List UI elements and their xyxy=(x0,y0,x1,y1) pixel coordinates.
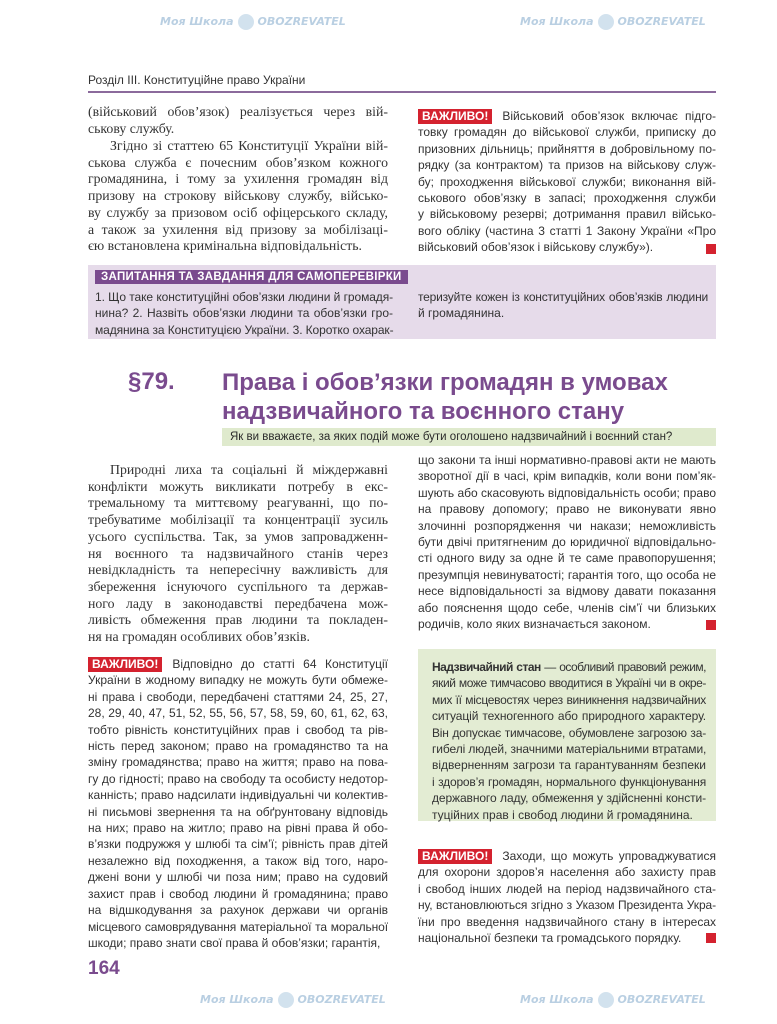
text-line: незалежно від походження, а також від того, наро- xyxy=(88,853,388,868)
definition-box xyxy=(418,649,716,821)
text-line: зміну громадянства; право на життя; право на пова- xyxy=(88,755,388,770)
end-mark-icon xyxy=(706,620,716,630)
section-title-line: Права і обов’язки громадян в умовах xyxy=(222,369,668,396)
text-line: нина? 2. Назвіть обов’язки людини та обов’язки гро- xyxy=(95,306,393,321)
definition-line: Надзвичайний стан — особливий правовий режим, xyxy=(432,660,706,674)
text-line: ву службу за призовом осіб офіцерського складу, xyxy=(88,204,388,220)
text-line: презумпція невинуватості; гарантія того, що особа не xyxy=(418,567,716,582)
text-line: на них; право на житло; право на рівні права й обо- xyxy=(88,821,388,836)
definition-line: мих її місцевостях через виникнення надзвичайних xyxy=(432,692,706,707)
end-mark-icon xyxy=(706,933,716,943)
text-line: (військовий обов’язок) реалізується через вій- xyxy=(88,104,388,119)
text-line: 28, 29, 40, 47, 51, 52, 55, 56, 57, 58, 59, 60, 61, 62, 63, xyxy=(88,706,388,721)
text-line-content: Військовий обов’язок включає підго- xyxy=(502,109,716,123)
text-line: громадянина, і тому за ухилення громадян від xyxy=(88,171,388,187)
text-line: гу до гідності; право на свободу та особисту недотор- xyxy=(88,771,388,786)
text-line: або пояснення щодо себе, членів сім’ї чи близьких xyxy=(418,600,716,615)
watermark xyxy=(160,14,346,30)
definition-line: гибелі людей, значними матеріальними втратами, xyxy=(432,742,707,757)
text-line: й громадянина. xyxy=(418,306,505,321)
text-line: сті одного виду за одне й те саме правопорушення; xyxy=(418,551,716,566)
text-line xyxy=(88,656,388,672)
watermark xyxy=(520,14,706,30)
important-badge: ВАЖЛИВО! xyxy=(88,657,162,672)
text-line: мадянина за Конституцією України. 3. Коротко охарак- xyxy=(95,322,394,337)
text-line: місцевого самоврядування матеріальної та моральної xyxy=(88,919,388,934)
important-note-emergency-measures xyxy=(418,848,716,946)
text-line: ні права і свободи, передбачені статтями 24, 25, 27, xyxy=(88,689,388,704)
text-line: єю встановлена кримінальна відповідальність. xyxy=(88,238,362,254)
definition-line: Він допускає тимчасове, обумовлене загрозою за- xyxy=(432,725,706,740)
definition-line: і здоров’я громадян, нормального функціонування xyxy=(432,774,706,789)
text-line: і свобод інших людей на період надзвичайного ста- xyxy=(418,881,716,896)
section-title-line: надзвичайного та воєнного стану xyxy=(222,398,625,425)
definition-line: який може тимчасово вводитися в Україні чи в окре- xyxy=(432,676,706,691)
text-line: на відшкодування за рахунок держави чи органів xyxy=(88,903,388,918)
text-line: бу; проходження військової служби; виконання вій- xyxy=(418,174,716,189)
text-line: Природні лиха та соціальні й міждержавні xyxy=(110,462,388,477)
watermark-logo-icon xyxy=(598,992,614,1008)
important-badge: ВАЖЛИВО! xyxy=(418,849,492,864)
text-line: рядку (за контрактом) та призов на військову служ- xyxy=(418,158,716,173)
watermark-brand: OBOZREVATEL xyxy=(617,993,706,1006)
watermark-brand: OBOZREVATEL xyxy=(257,15,346,28)
watermark-school: Моя Школа xyxy=(200,993,274,1006)
text-line: джені вони у шлюбі чи поза ним; право на судовий xyxy=(88,870,388,885)
text-line: усього суспільства. Так, за умов запровадженн- xyxy=(88,528,388,544)
watermark-school: Моя Школа xyxy=(160,15,234,28)
definition-line: державного ладу, обмеження у здійсненні консти- xyxy=(432,791,706,806)
text-line: конфлікти можуть викликати потребу в екс- xyxy=(88,478,388,494)
text-line: ність перед законом; право на громадянство та на xyxy=(88,739,388,754)
text-line: ні письмові звернення та на обґрунтовану відповідь xyxy=(88,804,388,819)
text-line: України в жодному випадку не можуть бути обмеже- xyxy=(88,673,388,688)
text-line: тобто рівність конституційних прав і свобод та рів- xyxy=(88,722,388,737)
watermark-brand: OBOZREVATEL xyxy=(297,993,386,1006)
text-line: теризуйте кожен із конституційних обов’язків людини xyxy=(418,290,708,304)
text-line: на правову допомогу; право не виконувати явно xyxy=(418,502,716,517)
text-line: у військовому резерві; дотримання правил військо- xyxy=(418,207,716,222)
text-line: канність; право надсилати індивідуальні чи колектив- xyxy=(88,788,388,803)
text-line: ня воєнного та надзвичайного станів через xyxy=(88,545,388,561)
text-line: ськового обов’язку в запасі; проходження служби xyxy=(418,191,716,206)
text-line: що закони та інші нормативно-правові акти не мають xyxy=(418,453,716,467)
watermark-logo-icon xyxy=(278,992,294,1008)
text-line: родичів, коло яких визначається законом. xyxy=(418,617,651,632)
text-line xyxy=(418,848,716,864)
text-line: призовних дільниць; прийняття в добровільному по- xyxy=(418,141,716,156)
important-note-military-duty xyxy=(418,108,716,256)
text-line-content: Заходи, що можуть упроваджуватися xyxy=(502,849,716,863)
text-line: ськова служба є почесним обов’язком кожного xyxy=(88,154,388,170)
top-left-para-1 xyxy=(88,104,388,137)
watermark-brand: OBOZREVATEL xyxy=(617,15,706,28)
self-check-questions-left xyxy=(95,289,393,338)
self-check-title: ЗАПИТАННЯ ТА ЗАВДАННЯ ДЛЯ САМОПЕРЕВІРКИ xyxy=(95,270,408,284)
text-line-content: Відповідно до статті 64 Конституції xyxy=(172,657,388,671)
text-line: ного ладу в законодавстві передбачена мож- xyxy=(88,595,388,611)
watermark-school: Моя Школа xyxy=(520,15,594,28)
text-line: а також за ухилення від призову за мобілізаці- xyxy=(88,221,388,237)
text-line: ливість обмеження прав людини та покладен- xyxy=(88,612,388,628)
text-line: невідкладність та непересічну важливість для xyxy=(88,562,388,578)
text-line: національної безпеки та громадського порядку. xyxy=(418,931,682,946)
chapter-header: Розділ III. Конституційне право України xyxy=(88,73,716,93)
definition-line: туційних прав і свобод людини й громадянина. xyxy=(432,807,693,822)
text-line: бути двічі притягненим до юридичної відповідально- xyxy=(418,535,716,550)
text-line: призову на строкову військову службу, військо- xyxy=(88,188,388,204)
text-line: ня на громадян особливих обов’язків. xyxy=(88,629,310,645)
text-line: зворотної дії в часі, крім випадків, коли вони пом’як- xyxy=(418,469,716,484)
text-line: несе відповідальності за відмову давати показання xyxy=(418,584,716,599)
section-number: §79. xyxy=(128,368,175,395)
text-line: ськову службу. xyxy=(88,120,175,136)
text-line: вого обліку (частина 3 статті 1 Закону України «Про xyxy=(418,223,716,238)
definition-line: відверненням загрози та гарантуванням безпеки xyxy=(432,758,706,773)
self-check-box xyxy=(88,265,716,339)
watermark xyxy=(200,992,386,1008)
section-title xyxy=(222,368,668,426)
text-line: їни про введення надзвичайного стану в інтересах xyxy=(418,914,716,929)
page-number: 164 xyxy=(88,958,120,979)
self-check-questions-right xyxy=(418,289,708,322)
watermark xyxy=(520,992,706,1008)
text-line: требуватиме мобілізації та концентрації зусиль xyxy=(88,512,388,528)
definition-line: ситуацій техногенного або природного характеру. xyxy=(432,709,706,724)
section-question: Як ви вважаєте, за яких подій може бути оголошено надзвичайний і воєнний стан? xyxy=(222,428,716,446)
intro-paragraph xyxy=(88,462,388,646)
watermark-logo-icon xyxy=(238,14,254,30)
text-line: товку громадян до військової служби, приписку до xyxy=(418,125,716,140)
text-line: для охорони здоров’я населення або захисту прав xyxy=(418,865,716,880)
important-badge: ВАЖЛИВО! xyxy=(418,109,492,124)
important-note-article-64 xyxy=(88,656,388,951)
text-line xyxy=(418,108,716,124)
text-line: злочинні розпорядження чи накази; неможливість xyxy=(418,518,716,533)
text-line: ну, встановлюються згідно з Указом Президента Укра- xyxy=(418,898,716,913)
definition-term: Надзвичайний стан xyxy=(432,660,541,674)
text-line: тремальному та миттєвому реагуванні, що по- xyxy=(88,495,388,511)
watermark-school: Моя Школа xyxy=(520,993,594,1006)
text-line: шкоди; право знати свої права й обов’язки; гарантія, xyxy=(88,935,381,950)
end-mark-icon xyxy=(706,244,716,254)
text-line: 1. Що таке конституційні обов’язки людини й громадя- xyxy=(95,290,393,304)
text-line: військовий обов’язок і військову службу»). xyxy=(418,240,654,255)
text-line: захист прав і свобод людини й громадянина; право xyxy=(88,886,388,901)
definition-text xyxy=(432,659,706,823)
text-line: в’язки подружжя у шлюбі та сім’ї; рівність прав дітей xyxy=(88,837,388,852)
rights-continuation xyxy=(418,452,716,632)
text-line: шують або скасовують відповідальність особи; право xyxy=(418,485,716,500)
text-line: Згідно зі статтею 65 Конституції України вій- xyxy=(110,138,388,153)
watermark-logo-icon xyxy=(598,14,614,30)
text-line: збереження існуючого суспільного та держав- xyxy=(88,578,388,594)
top-left-para-2 xyxy=(88,138,388,255)
